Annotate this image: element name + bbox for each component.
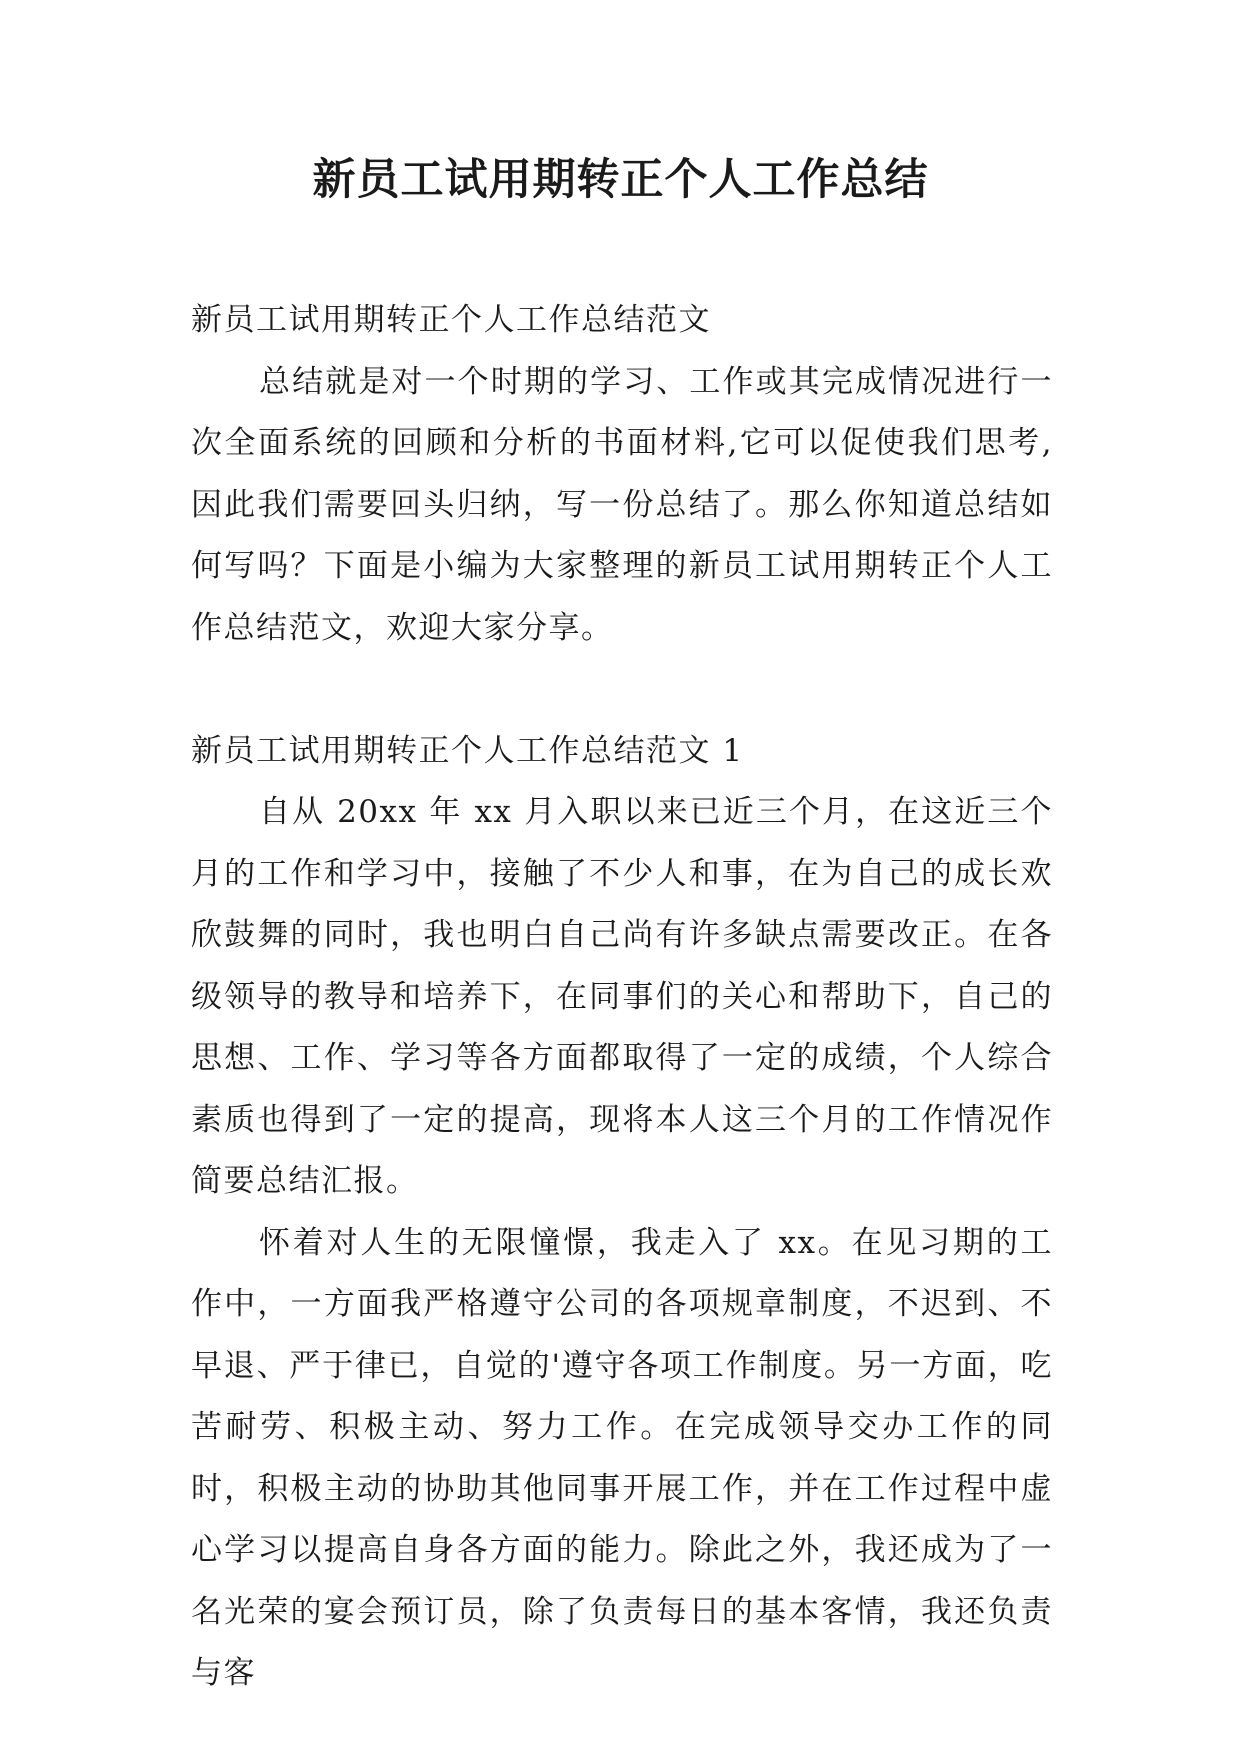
intro-paragraph: 总结就是对一个时期的学习、工作或其完成情况进行一次全面系统的回顾和分析的书面材料,它可以促使我们思考,因此我们需要回头归纳，写一份总结了。那么你知道总结如何写吗？下面是小编为大家整理的新员工试用期转正个人工作总结范文，欢迎大家分享。: [191, 363, 1053, 646]
document-body: [191, 290, 1053, 1705]
document-title: 新员工试用期转正个人工作总结: [312, 155, 929, 205]
section1-heading: 新员工试用期转正个人工作总结范文 1: [191, 732, 744, 769]
section1-paragraph-1: 自从 20xx 年 xx 月入职以来已近三个月，在这近三个月的工作和学习中，接触了不少人和事，在为自己的成长欢欣鼓舞的同时，我也明白自己尚有许多缺点需要改正。在各级领导的教导和培养下，在同事们的关心和帮助下，自己的思想、工作、学习等各方面都取得了一定的成绩，个人综合素质也得到了一定的提高，现将本人这三个月的工作情况作简要总结汇报。: [191, 794, 1053, 1199]
intro-heading: 新员工试用期转正个人工作总结范文: [191, 302, 711, 338]
paragraph-gap: [191, 659, 1053, 721]
section1-paragraph-2: 怀着对人生的无限憧憬，我走入了 xx。在见习期的工作中，一方面我严格遵守公司的各项规章制度，不迟到、不早退、严于律已，自觉的'遵守各项工作制度。另一方面，吃苦耐劳、积极主动、努力工作。在完成领导交办工作的同时，积极主动的协助其他同事开展工作，并在工作过程中虚心学习以提高自身各方面的能力。除此之外，我还成为了一名光荣的宴会预订员，除了负责每日的基本客情，我还负责与客: [191, 1224, 1053, 1691]
